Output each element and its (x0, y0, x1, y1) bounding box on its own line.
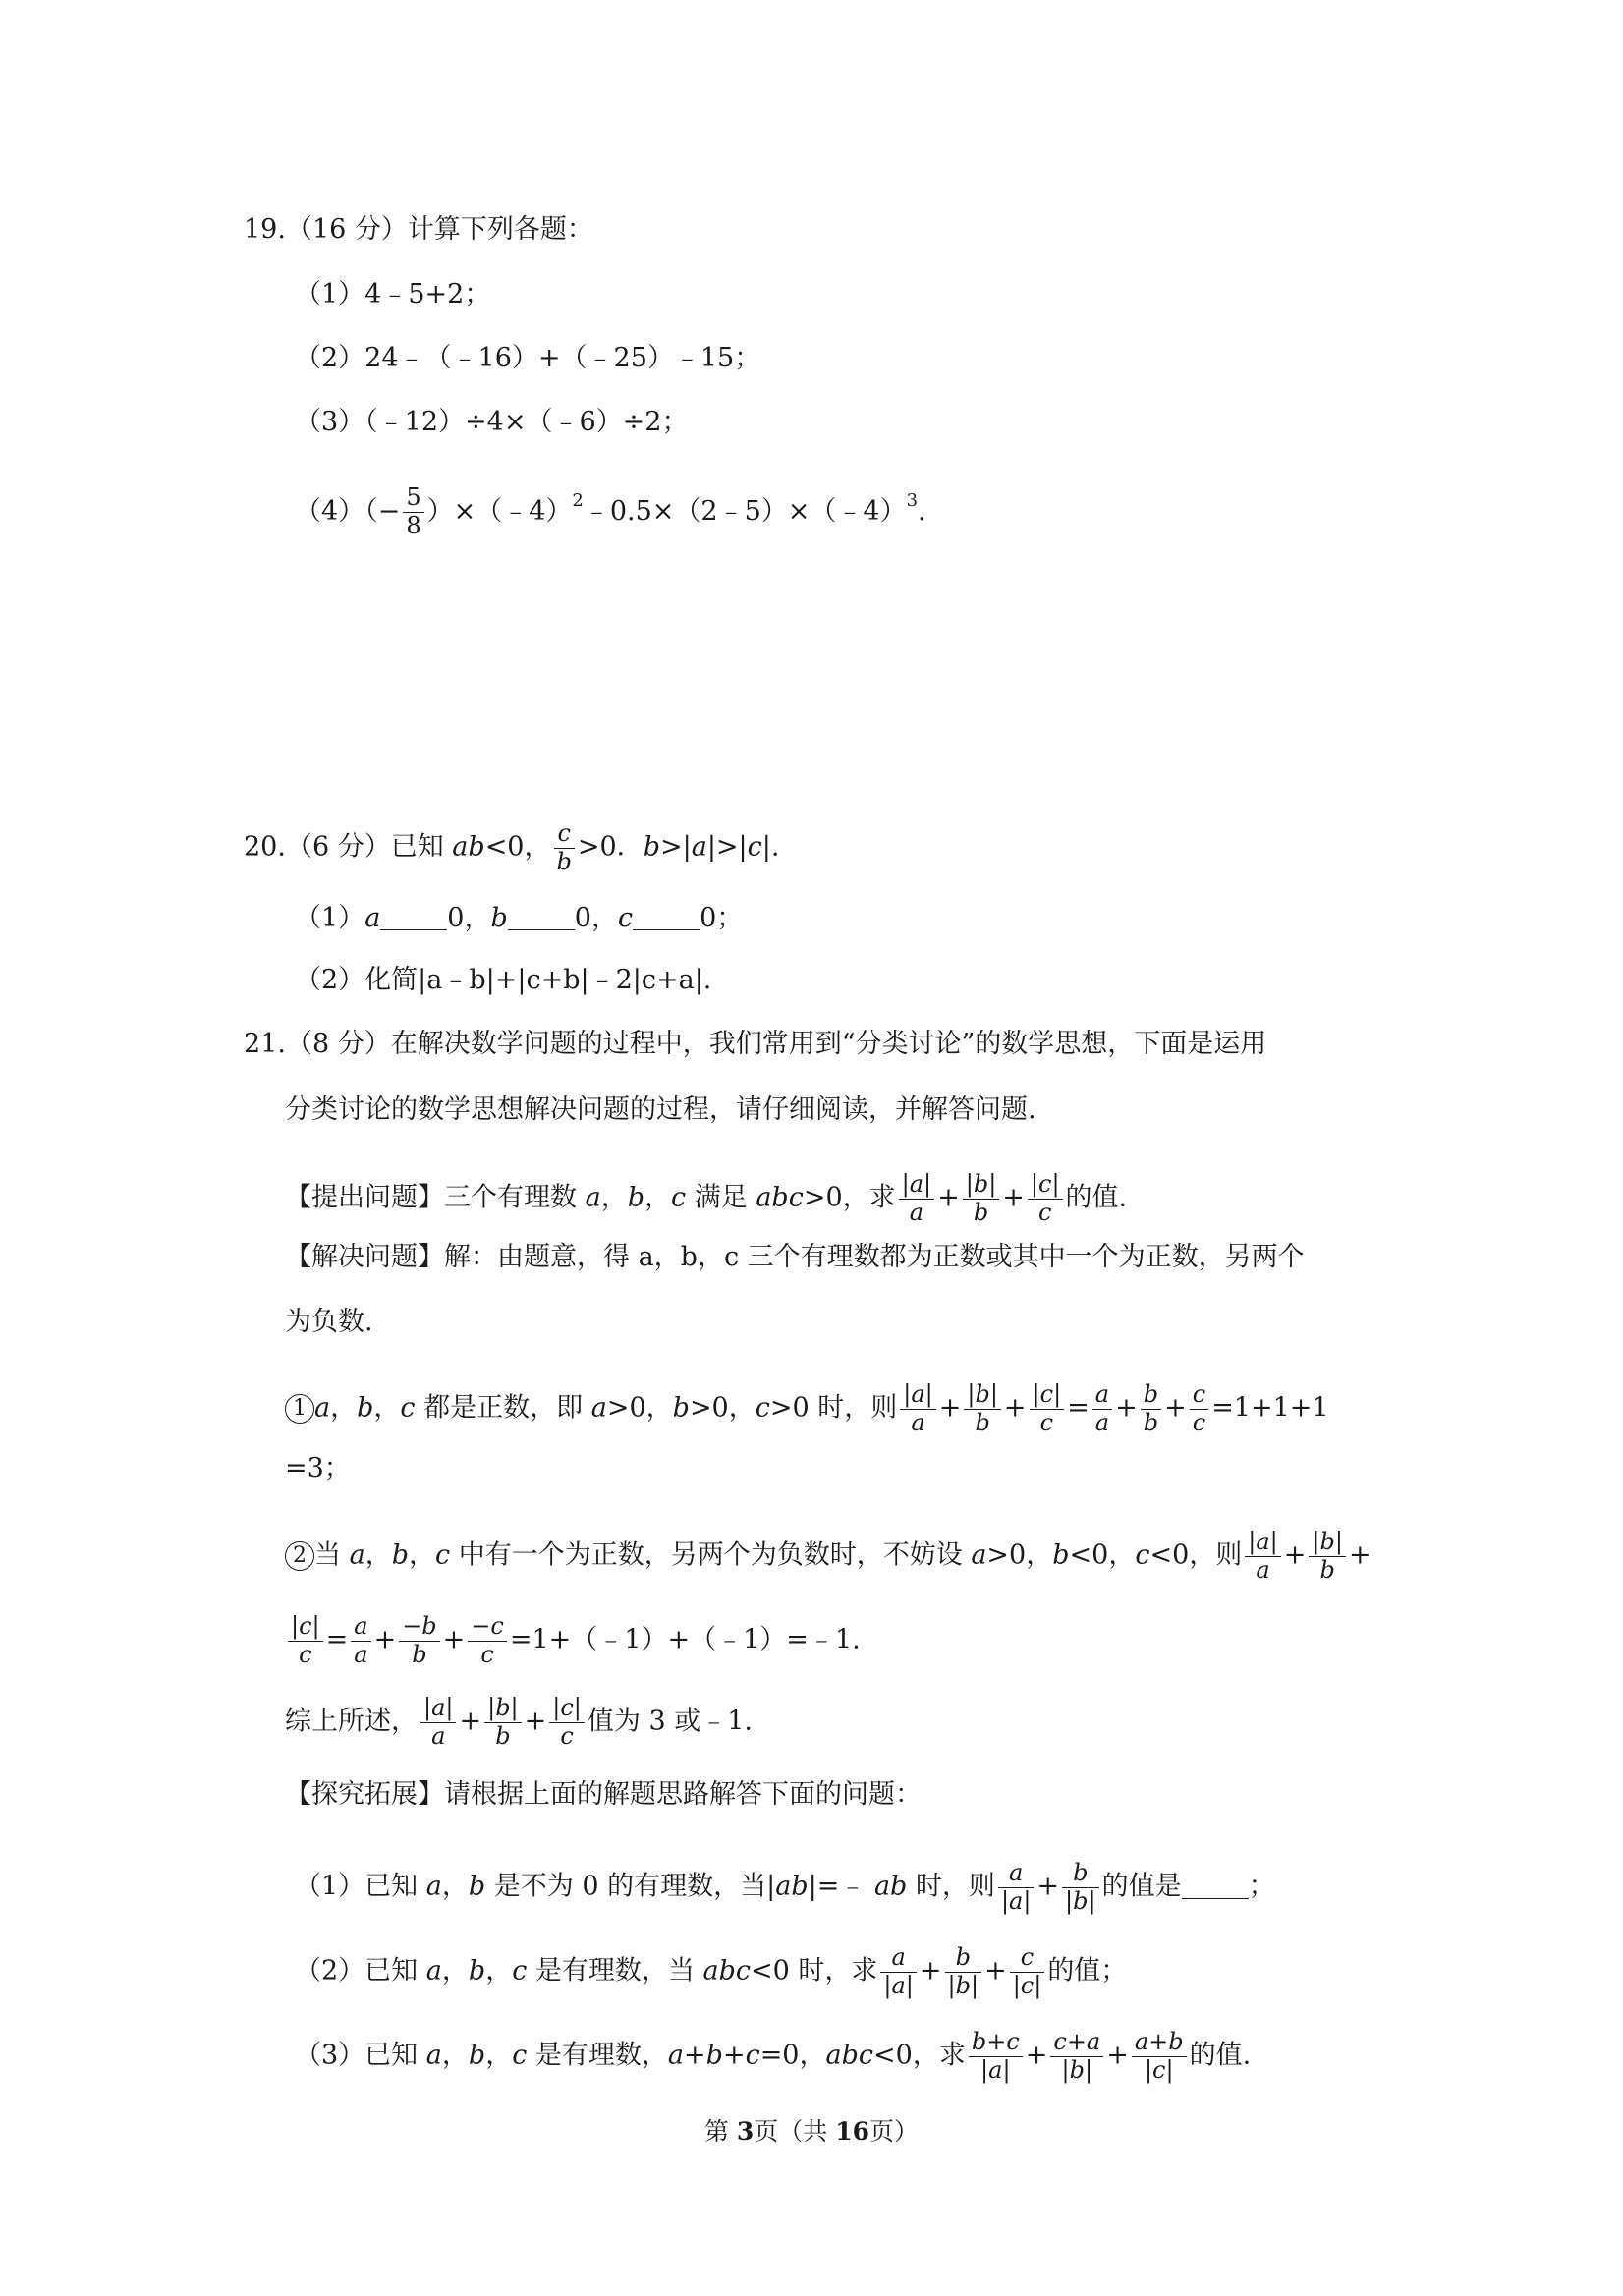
q21-heading-line-2: 分类讨论的数学思想解决问题的过程，请仔细阅读，并解答问题. (285, 1094, 1036, 1125)
q20-heading: 20.（6 分）已知 ab<0， $\frac{c}{b}$ >0．b>|a|>|c|. (244, 819, 780, 875)
page-number: 3 (736, 2117, 755, 2146)
q21-extend-3: （3）已知 a，b，c 是有理数，a+b+c=0，abc<0，求 $\frac{b+c}{|a|}$ + $\frac{c+a}{|b|}$ + $\frac{a+b}{|c|}$ 的值. (295, 2028, 1252, 2084)
page-total: 16 (835, 2117, 870, 2146)
fraction-5-8: $\frac{5}{8}$ (403, 484, 423, 539)
q19-heading: 19.（16 分）计算下列各题： (244, 214, 593, 245)
q21-explore: 【探究拓展】请根据上面的解题思路解答下面的问题： (285, 1779, 922, 1810)
answer-blank[interactable] (1182, 1871, 1249, 1899)
q20-part-2: （2）化简|a﹣b|+|c+b|﹣2|c+a|. (295, 965, 712, 995)
q21-case-2: 2 当 a，b，c 中有一个为正数，另两个为负数时，不妨设 a>0，b<0，c<0，则 $\frac{|a|}{a}$ + $\frac{|b|}{b}$ + (285, 1529, 1371, 1584)
q21-extend-2: （2）已知 a，b，c 是有理数，当 abc<0 时，求 $\frac{a}{|a|}$ + $\frac{b}{|b|}$ + $\frac{c}{|c|}$ 的值； (295, 1943, 1128, 1999)
answer-blank[interactable] (508, 902, 575, 930)
q21-extend-1: （1）已知 a，b 是不为 0 的有理数，当|ab|=﹣ ab 时，则 $\frac{a}{|a|}$ + $\frac{b}{|b|}$ 的值是 ； (295, 1859, 1275, 1915)
q21-pose-problem: 【提出问题】三个有理数 a，b，c 满足 abc>0，求 $\frac{|a|}{a}$ + $\frac{|b|}{b}$ + $\frac{|c|}{c}$ 的值. (285, 1170, 1128, 1226)
q21-summary: 综上所述， $\frac{|a|}{a}$ + $\frac{|b|}{b}$ + $\frac{|c|}{c}$ 值为 3 或﹣1. (285, 1694, 754, 1750)
q21-case-2-cont: $\frac{|c|}{c}$ = $\frac{a}{a}$ + $\frac{-b}{b}$ + $\frac{-c}{c}$ =1+（﹣1）+（﹣1）=﹣1. (285, 1613, 861, 1668)
fraction-c-b: $\frac{c}{b}$ (554, 820, 575, 875)
q19-part-3: （3）（﹣12）÷4×（﹣6）÷2； (295, 407, 689, 437)
q19-part-2: （2）24﹣（﹣16）+（﹣25）﹣15； (295, 343, 761, 373)
q19-part-4: （4）（− $\frac{5}{8}$ ）×（﹣4）$^2$﹣0.5×（2﹣5）×（﹣4）$^3$. (295, 483, 926, 539)
q20-part-1: （1）a 0，b 0，c 0； (295, 903, 744, 933)
circled-number-1: 1 (285, 1394, 314, 1424)
page-footer: 第 3页（共 16页） (703, 2117, 920, 2146)
q21-solve-line-2: 为负数. (285, 1307, 373, 1337)
q21-solve-line-1: 【解决问题】解：由题意，得 a，b，c 三个有理数都为正数或其中一个为正数，另两个 (285, 1242, 1305, 1272)
q21-heading-line-1: 21.（8 分）在解决数学问题的过程中，我们常用到“分类讨论”的数学思想，下面是运用 (244, 1029, 1267, 1059)
circled-number-2: 2 (285, 1541, 314, 1571)
q21-case-1-end: =3； (285, 1453, 351, 1484)
q21-case-1: 1 a，b，c 都是正数，即 a>0，b>0，c>0 时，则 $\frac{|a|}{a}$ + $\frac{|b|}{b}$ + $\frac{|c|}{c}$ = $\frac{a}{a}$ + $\frac{b}{b}$ + $\frac{c}{c}$ =1+1+1 (285, 1381, 1329, 1436)
q19-part-1: （1）4﹣5+2； (295, 279, 491, 309)
answer-blank[interactable] (633, 902, 700, 930)
answer-blank[interactable] (380, 902, 447, 930)
